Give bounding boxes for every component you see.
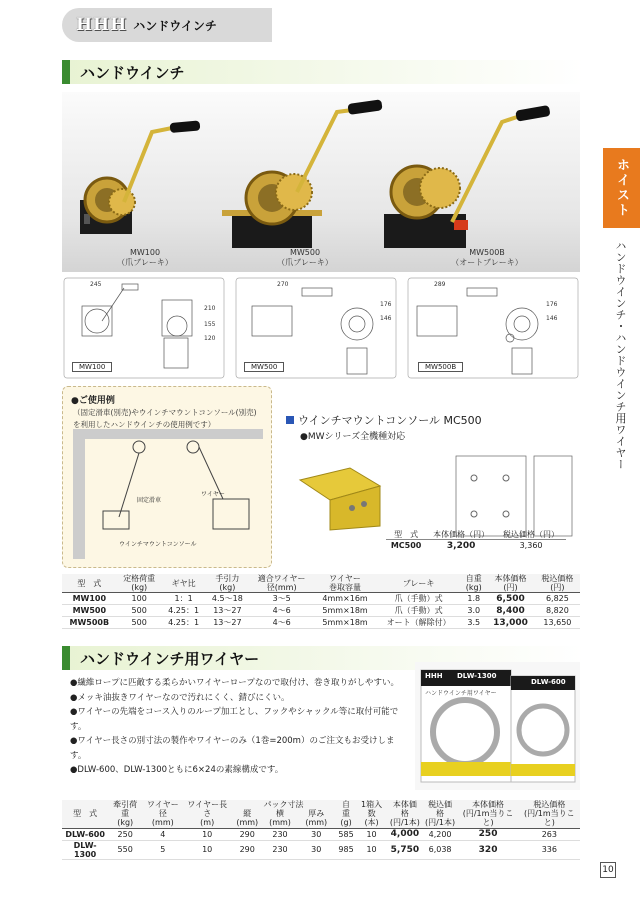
- table-cell: DLW-1300: [73, 840, 97, 859]
- console-header-model: 型 式: [394, 530, 419, 539]
- console-header-price: 本体価格（円）: [433, 530, 490, 539]
- table-cell: MW100: [72, 594, 107, 604]
- console-subtitle: ●MWシリーズ全機種対応: [300, 432, 406, 442]
- wire-header-cell: 税込価格 (円/1m当りこと): [523, 800, 575, 828]
- table-cell: 10: [202, 845, 213, 855]
- usage-label-console: ウインチマウントコンソール: [119, 541, 197, 548]
- table-cell: 985: [338, 845, 354, 855]
- usage-label-wire: ワイヤー: [201, 491, 225, 498]
- wire-subheader-cell: 横(mm): [269, 809, 291, 828]
- wire-subheader-cell: 厚み(mm): [305, 809, 328, 828]
- feature-item: ●ワイヤーの先端をコース入りのループ加工とし、フックやシャックル等に取付可能です。: [70, 707, 399, 732]
- usage-text-1: （固定滑車(別売)やウインチマウントコンソール(別売): [73, 408, 257, 417]
- section-marker: [62, 646, 70, 670]
- table-cell: 13,650: [543, 618, 572, 628]
- table-cell: 1.8: [467, 594, 481, 604]
- table-cell: 6,038: [428, 845, 452, 855]
- wire-header-cell: 税込価格 (円/1本): [425, 800, 456, 828]
- table-cell: 263: [541, 829, 557, 839]
- wire-spec-body: [62, 828, 580, 859]
- product-photo: [62, 92, 580, 272]
- brand-header: [62, 8, 272, 42]
- table-cell: 100: [131, 594, 147, 604]
- console-cell-price: 3,200: [446, 540, 476, 551]
- winch-photo-illustration: [62, 92, 580, 272]
- caption-model: MW500: [289, 248, 321, 257]
- table-row: [62, 828, 580, 840]
- wire-header-cell: ワイヤー径 (mm): [146, 800, 179, 828]
- photo-caption-mw500: [270, 248, 340, 268]
- wire-header-row: [62, 800, 580, 809]
- pkg-label-1300: DLW-1300: [457, 672, 497, 680]
- pkg-brand: HHH: [425, 672, 443, 680]
- table-cell: 230: [272, 829, 288, 839]
- dim-label: 120: [204, 335, 216, 342]
- caption-note: （爪ブレーキ）: [117, 258, 173, 267]
- brand-subtitle: ハンドウインチ: [133, 18, 217, 33]
- table-cell: MW500: [72, 606, 107, 616]
- table-cell: 4.25：1: [168, 618, 200, 628]
- spec-header-cell: 税込価格 (円): [541, 574, 574, 593]
- table-cell: 250: [117, 829, 133, 839]
- spec-header-cell: 自重 (kg): [465, 574, 482, 593]
- table-cell: 4.5～18: [211, 594, 243, 604]
- table-cell: 3.5: [467, 618, 481, 628]
- table-cell: 4mm×16m: [322, 594, 368, 604]
- table-cell: 3.0: [467, 606, 481, 616]
- spec-header-cell: ギヤ比: [171, 578, 196, 588]
- table-cell: MW500B: [69, 618, 110, 628]
- usage-example-box: [62, 386, 272, 568]
- table-cell: 8,400: [496, 605, 525, 616]
- table-cell: 5: [160, 845, 166, 855]
- spec-header-cell: 定格荷重 (kg): [123, 574, 156, 593]
- dim-label: 176: [546, 301, 558, 308]
- console-price-table: [386, 530, 566, 552]
- section-title-wire: ハンドウインチ用ワイヤー: [80, 649, 260, 668]
- spec-header-cell: ワイヤー 巻取容量: [329, 574, 362, 593]
- feature-item: ●DLW-600、DLW-1300ともに6×24の素線構成です。: [70, 765, 284, 775]
- table-cell: 5,750: [390, 844, 420, 855]
- table-cell: 500: [131, 618, 147, 628]
- drawing-label-mw500: MW500: [244, 362, 284, 372]
- section-title: ハンドウインチ: [80, 63, 185, 82]
- caption-note: （オートブレーキ）: [451, 258, 523, 267]
- spec-header-cell: 適合ワイヤー 径(mm): [257, 574, 306, 593]
- dim-label: 270: [277, 281, 289, 288]
- table-cell: 1：1: [174, 594, 193, 604]
- table-cell: 10: [366, 829, 377, 839]
- wire-spec-header: [62, 800, 580, 828]
- spec-header-cell: ブレーキ: [402, 578, 435, 588]
- spec-header-cell: 手引力 (kg): [215, 574, 240, 593]
- spec-table-body: [62, 593, 580, 629]
- table-cell: 4,200: [428, 829, 452, 839]
- spec-header-row: [62, 574, 580, 593]
- wire-feature-list: [70, 676, 410, 778]
- console-header-taxprice: 税込価格（円）: [503, 530, 560, 539]
- mw500b-winch-image: [384, 105, 551, 248]
- side-category-label: ハンドウインチ・ハンドウインチ用ワイヤー: [614, 240, 627, 470]
- usage-label-pulley: 固定滑車: [137, 497, 162, 504]
- table-cell: 550: [117, 845, 133, 855]
- table-cell: 230: [272, 845, 288, 855]
- table-cell: 30: [311, 829, 322, 839]
- table-cell: 6,825: [545, 594, 569, 604]
- feature-item: ●ワイヤー長さの別寸法の製作やワイヤーのみ（1巻=200m）のご注文もお受けします。: [70, 736, 395, 761]
- table-row: [62, 593, 580, 605]
- table-cell: 585: [338, 829, 354, 839]
- table-cell: 3～5: [272, 594, 291, 604]
- table-cell: 5mm×18m: [322, 618, 368, 628]
- table-cell: 8,820: [545, 606, 569, 616]
- winch-spec-table: [62, 574, 580, 629]
- console-cell-model: MC500: [390, 541, 422, 551]
- wire-header-cell: 本体価格 (円/1m当りこと): [462, 800, 514, 828]
- table-cell: 10: [366, 845, 377, 855]
- table-cell: 13,000: [493, 617, 528, 628]
- table-cell: 爪（手動）式: [394, 594, 443, 604]
- usage-title: ●ご使用例: [71, 396, 115, 406]
- console-title-row: [286, 412, 580, 428]
- dim-label: 155: [204, 321, 216, 328]
- table-cell: 290: [239, 845, 255, 855]
- console-title: ウインチマウントコンソール MC500: [298, 414, 482, 427]
- table-cell: オート（解除付）: [386, 618, 451, 628]
- spec-header-cell: 型 式: [77, 578, 102, 588]
- usage-text-2: を利用したハンドウインチの使用例です）: [73, 419, 216, 429]
- blue-square-icon: [286, 416, 294, 424]
- dim-label: 210: [204, 305, 216, 312]
- page-number: 10: [600, 862, 616, 878]
- table-row: [62, 840, 580, 859]
- table-cell: 320: [478, 844, 498, 855]
- caption-model: MW100: [129, 248, 161, 257]
- wire-header-cell: ワイヤー長さ (m): [187, 800, 228, 828]
- table-cell: 10: [202, 829, 213, 839]
- table-cell: 4～6: [272, 618, 291, 628]
- feature-item: ●繊維ロープに匹敵する柔らかいワイヤーロープなので取付け、巻き取りがしやすい。: [70, 678, 399, 688]
- photo-caption-mw500b: [442, 248, 532, 268]
- table-cell: 250: [478, 829, 498, 840]
- wire-header-cell: 型 式: [73, 809, 98, 819]
- dim-label: 146: [380, 315, 392, 322]
- wire-header-cell: 1箱入数 (本): [361, 800, 383, 828]
- wire-header-cell: 自重 (g): [340, 800, 352, 828]
- dim-label: 146: [546, 315, 558, 322]
- wire-header-cell: 本体価格 (円/1本): [389, 800, 420, 828]
- table-cell: 爪（手動）式: [394, 606, 443, 616]
- wire-spec-table: [62, 800, 580, 860]
- dim-label: 289: [434, 281, 446, 288]
- dimension-drawing-svg: [62, 276, 580, 380]
- table-cell: 500: [131, 606, 147, 616]
- spec-header-cell: 本体価格 (円): [494, 574, 527, 593]
- section-title-bar: [62, 60, 584, 84]
- console-mc500-block: [286, 412, 580, 568]
- mw500-winch-image: [222, 99, 383, 248]
- table-row: [62, 605, 580, 617]
- table-cell: 5mm×18m: [322, 606, 368, 616]
- table-cell: 6,500: [496, 593, 525, 604]
- wire-subheader-cell: 縦(mm): [236, 809, 259, 828]
- table-cell: 4,000: [390, 829, 420, 840]
- table-cell: 13～27: [213, 618, 242, 628]
- side-tab-hoist[interactable]: ホイスト: [603, 148, 640, 228]
- console-cell-taxprice: 3,360: [519, 541, 543, 551]
- drawing-label-mw500b: MW500B: [418, 362, 463, 372]
- dim-label: 176: [380, 301, 392, 308]
- wire-header-cell: 牽引荷重 (kg): [113, 800, 138, 828]
- table-cell: 4: [160, 829, 166, 839]
- table-cell: DLW-600: [65, 829, 105, 839]
- wire-header-cell: パック寸法: [263, 800, 304, 809]
- caption-model: MW500B: [469, 248, 505, 257]
- table-cell: 336: [541, 845, 557, 855]
- table-cell: 290: [239, 829, 255, 839]
- section-marker: [62, 60, 70, 84]
- brand-logo: HHH: [76, 15, 128, 35]
- pkg-label-600: DLW-600: [531, 678, 566, 686]
- dim-label: 245: [90, 281, 102, 288]
- table-cell: 30: [311, 845, 322, 855]
- mw100-winch-image: [80, 120, 200, 234]
- table-row: [62, 617, 580, 629]
- table-cell: 4.25：1: [168, 606, 200, 616]
- dimension-drawings: [62, 276, 580, 380]
- caption-note: （爪ブレーキ）: [277, 258, 333, 267]
- photo-caption-mw100: [110, 248, 180, 268]
- feature-item: ●メッキ油抜きワイヤーなので汚れにくく、錆びにくい。: [70, 692, 290, 703]
- pkg-text: ハンドウインチ用ワイヤー: [425, 690, 497, 697]
- wire-package-photo: [415, 662, 580, 790]
- console-photo: [290, 460, 400, 532]
- table-cell: 13～27: [213, 606, 242, 616]
- drawing-label-mw100: MW100: [72, 362, 112, 372]
- table-cell: 4～6: [272, 606, 291, 616]
